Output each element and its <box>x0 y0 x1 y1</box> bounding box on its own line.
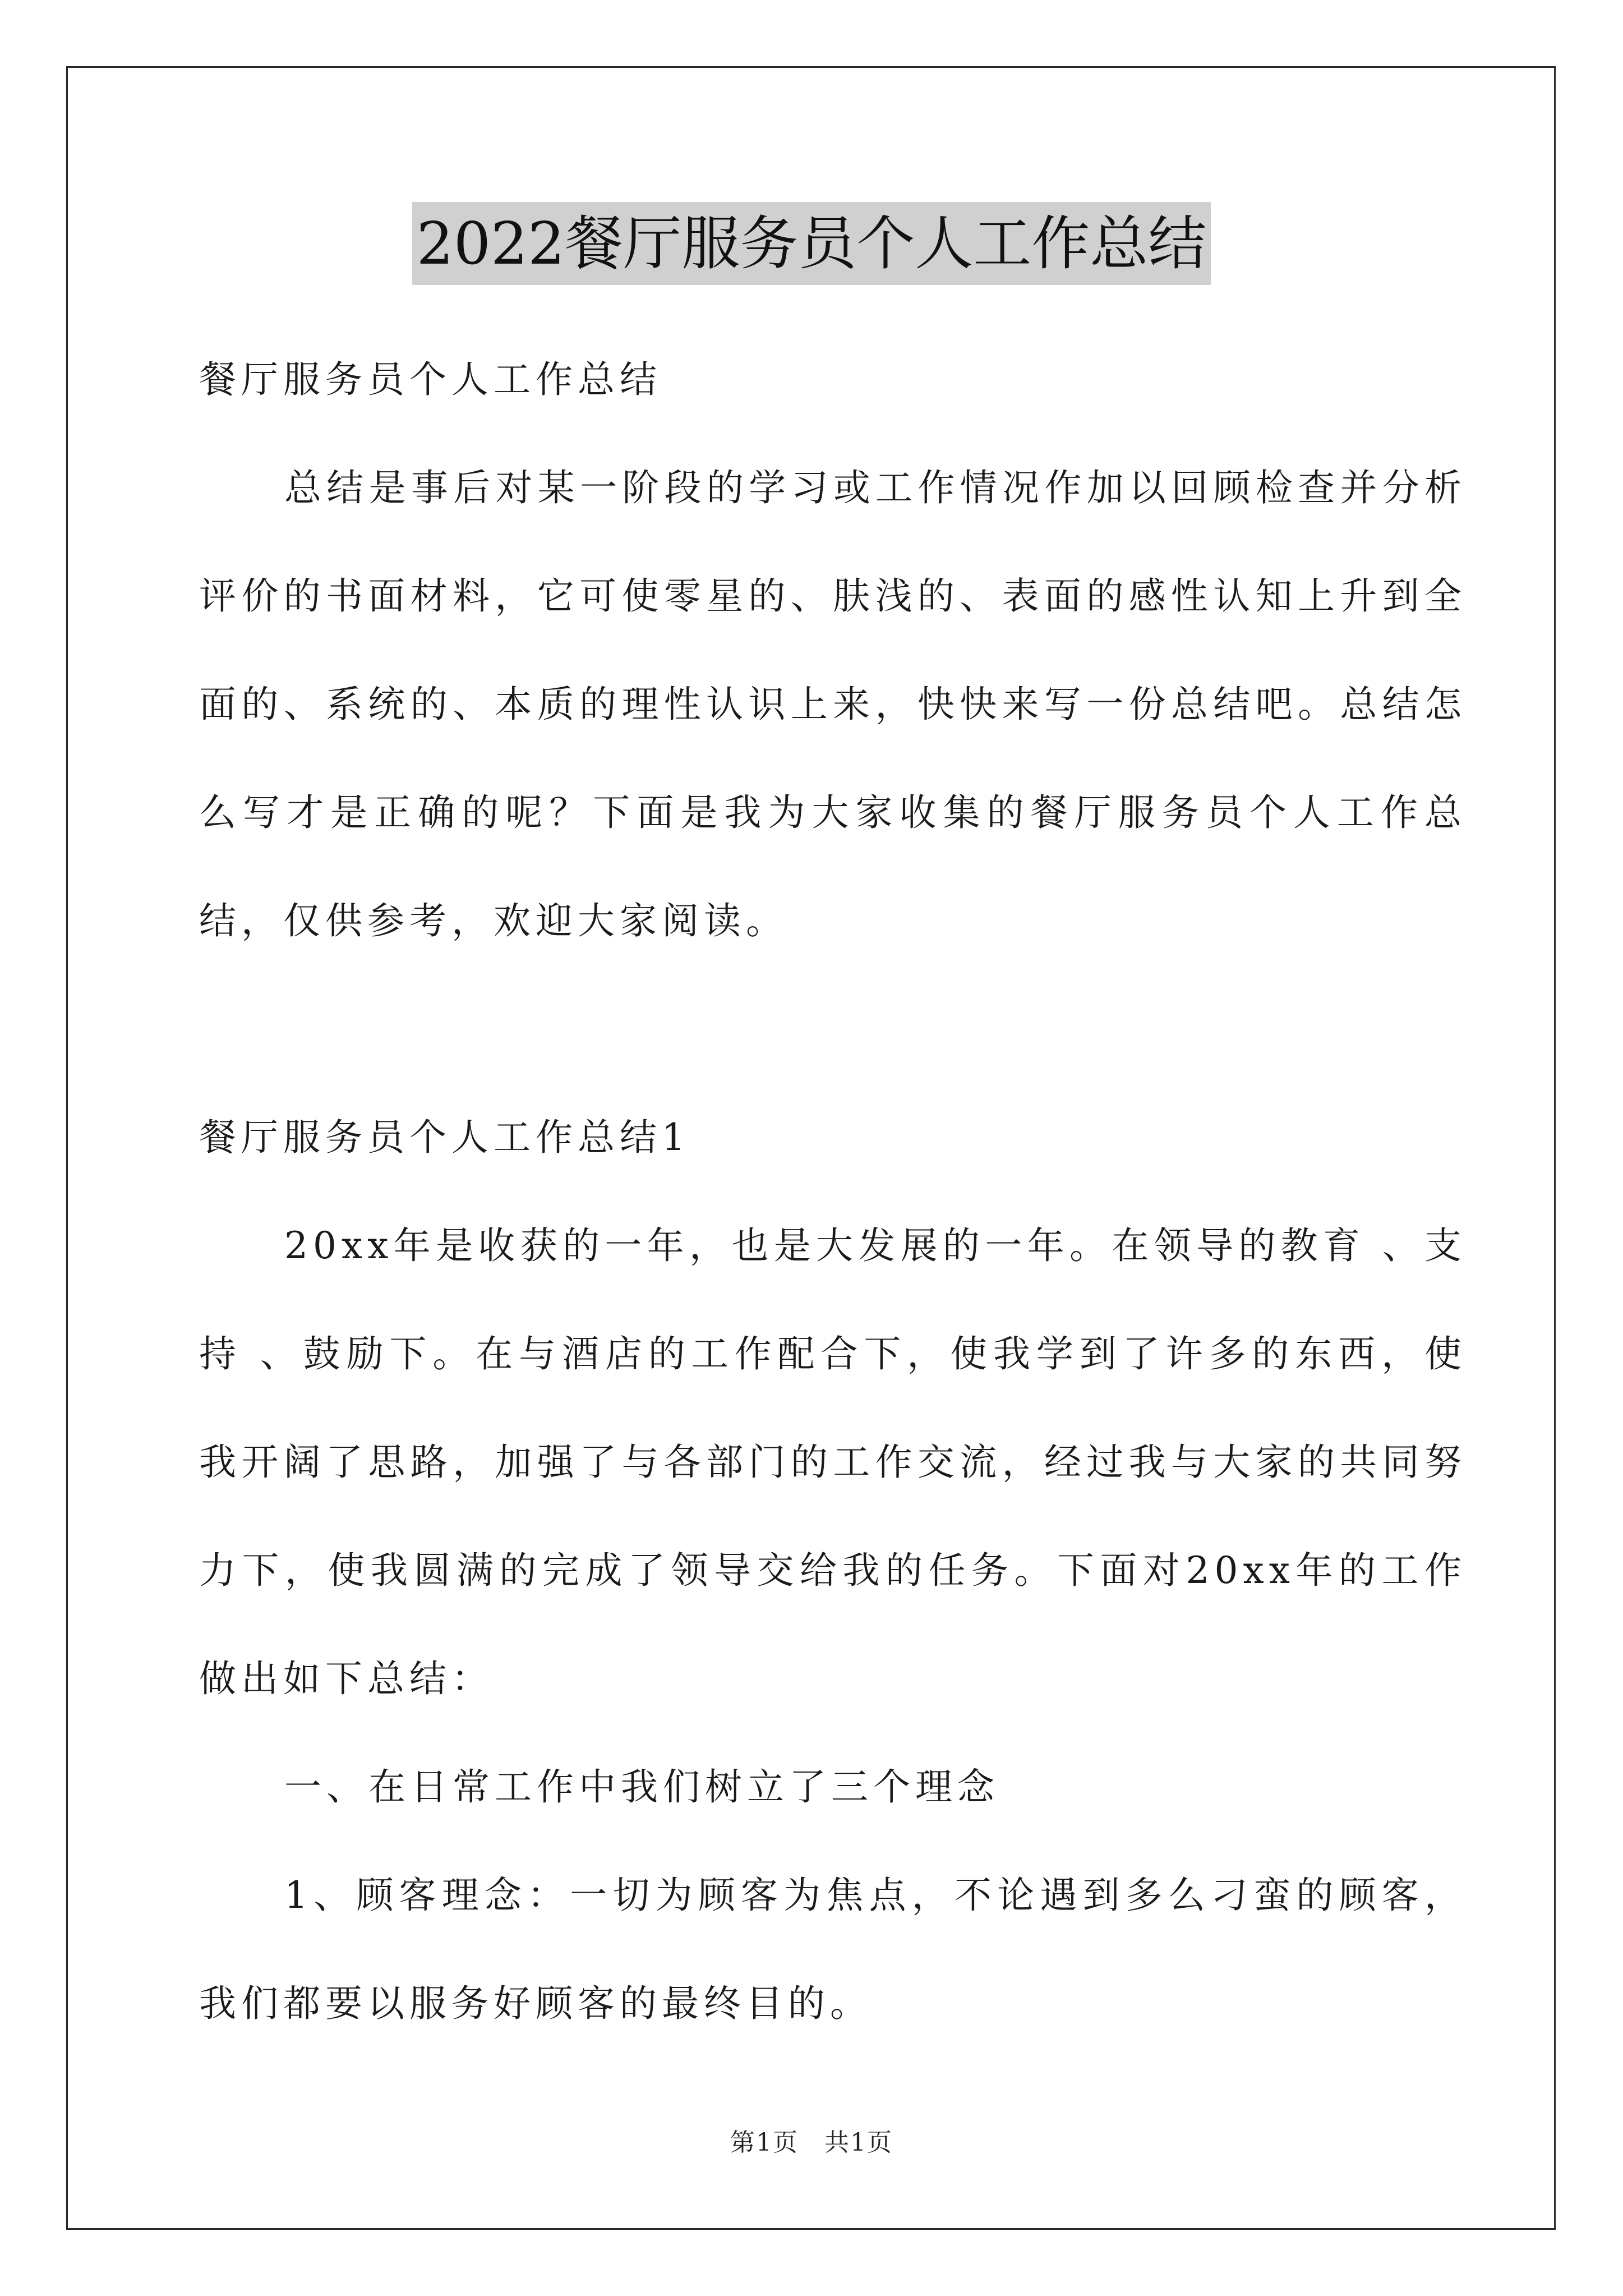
paragraph-spacer <box>199 975 1467 1083</box>
subtitle-paragraph: 餐厅服务员个人工作总结 <box>199 358 662 401</box>
page-number-footer: 第1页 共1页 <box>730 2128 893 2157</box>
section-heading: 餐厅服务员个人工作总结1 <box>199 1116 690 1159</box>
document-body <box>199 325 1467 2058</box>
document-title: 2022餐厅服务员个人工作总结 <box>412 202 1211 285</box>
body-paragraph: 20xx年是收获的一年，也是大发展的一年。在领导的教育 、支持 、鼓励下。在与酒店的工作配合下，使我学到了许多的东西，使我开阔了思路，加强了与各部门的工作交流，经过我与大家的共同努力下，使我圆满的完成了领导交给我的任务。下面对20xx年的工作做出如下总结： <box>199 1224 1467 1700</box>
title-container <box>0 202 1623 285</box>
subsection-heading: 一、在日常工作中我们树立了三个理念 <box>284 1765 999 1809</box>
list-item-paragraph: 1、顾客理念：一切为顾客为焦点，不论遇到多么刁蛮的顾客，我们都要以服务好顾客的最终目的。 <box>199 1874 1467 2025</box>
intro-paragraph: 总结是事后对某一阶段的学习或工作情况作加以回顾检查并分析评价的书面材料，它可使零星的、肤浅的、表面的感性认知上升到全面的、系统的、本质的理性认识上来，快快来写一份总结吧。总结怎么写才是正确的呢？下面是我为大家收集的餐厅服务员个人工作总结，仅供参考，欢迎大家阅读。 <box>199 466 1467 942</box>
